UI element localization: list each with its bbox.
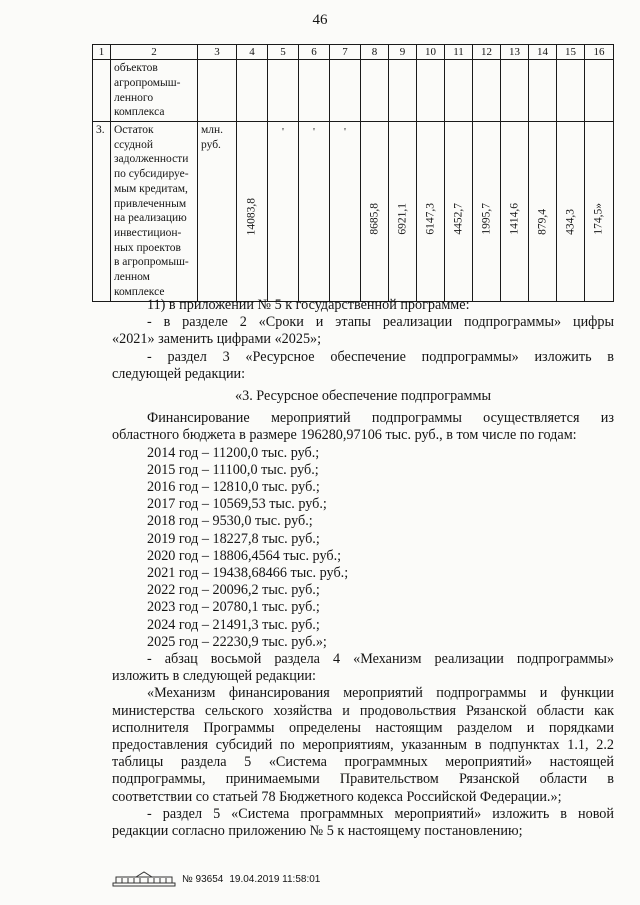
para-mechanism-line: «Механизм финансирования мероприятий подпрограммы и функции [147, 685, 614, 702]
item-11: 11) в приложении № 5 к государственной программе: [147, 297, 470, 313]
year-line: 2017 год – 10569,53 тыс. руб.; [147, 496, 327, 513]
value-cell-col15: 434,3 [557, 121, 585, 301]
page-number: 46 [312, 12, 328, 28]
row-number: 3. [93, 121, 111, 301]
para-section4-line1: - абзац восьмой раздела 4 «Механизм реализации подпрограммы» [147, 651, 614, 668]
year-line: 2018 год – 9530,0 тыс. руб.; [147, 513, 313, 530]
footer [112, 871, 320, 887]
table-row-3 [93, 121, 614, 301]
building-emblem-icon [112, 871, 176, 887]
value-cell-col4: 14083,8 [237, 121, 268, 301]
year-line: 2014 год – 11200,0 тыс. руб.; [147, 444, 320, 461]
para-section3-line2: следующей редакции: [112, 365, 246, 382]
year-line: 2021 год – 19438,68466 тыс. руб.; [147, 565, 349, 582]
value-cell-col10: 6147,3 [417, 121, 445, 301]
header-cell: 13 [501, 45, 529, 60]
value-cell-col8: 8685,8 [361, 121, 389, 301]
para-section5-line2: редакции согласно приложению № 5 к настоящему постановлению; [112, 823, 523, 840]
header-cell: 4 [237, 45, 268, 60]
header-cell: 7 [330, 45, 361, 60]
para-financing-line2: областного бюджета в размере 196280,97106 тыс. руб., в том числе по годам: [112, 427, 577, 444]
header-cell: 8 [361, 45, 389, 60]
header-cell: 10 [417, 45, 445, 60]
section-heading: «3. Ресурсное обеспечение подпрограммы [235, 388, 491, 405]
row-name-cell: Остаток ссудной задолженности по субсидируе- мым кредитам, привлеченным на реализацию инвестицион- ных проектов в агропромыш- ленном комплексе [111, 121, 198, 301]
para-mechanism-line: предоставления субсидий по мероприятиям, указанным в подпунктах 1.1, 2.2 [112, 737, 614, 754]
year-line: 2024 год – 21491,3 тыс. руб.; [147, 616, 320, 633]
document-body [112, 297, 614, 840]
table-header-row [93, 45, 614, 60]
value-cell-col5: ' [268, 121, 299, 301]
value-cell-col11: 4452,7 [445, 121, 473, 301]
header-cell: 9 [389, 45, 417, 60]
row-name-cell: объектов агропромыш- ленного комплекса [111, 60, 198, 122]
value-cell-col16: 174,5» [585, 121, 614, 301]
document-datetime: 19.04.2019 11:58:01 [229, 873, 321, 885]
para-financing-line1: Финансирование мероприятий подпрограммы осуществляется из [147, 410, 614, 427]
header-cell: 11 [445, 45, 473, 60]
header-cell: 6 [299, 45, 330, 60]
para-section4-line2: изложить в следующей редакции: [112, 668, 316, 685]
header-cell: 14 [529, 45, 557, 60]
para-mechanism-line: министерства сельского хозяйства и продовольствия Рязанской области как [112, 702, 614, 719]
year-line: 2023 год – 20780,1 тыс. руб.; [147, 599, 320, 616]
para-mechanism-line: таблицы раздела 5 «Система программных мероприятий» настоящей [112, 754, 614, 771]
year-line: 2019 год – 18227,8 тыс. руб.; [147, 530, 320, 547]
header-cell: 1 [93, 45, 111, 60]
para-section2-line2: «2021» заменить цифрами «2025»; [112, 331, 322, 348]
para-mechanism-line: соответствии со статьей 78 Бюджетного кодекса Российской Федерации.»; [112, 788, 562, 805]
data-table [92, 44, 614, 302]
value-cell-col13: 1414,6 [501, 121, 529, 301]
year-line: 2016 год – 12810,0 тыс. руб.; [147, 479, 320, 496]
para-mechanism-line: исполнителя Программы определены настоящим разделом и порядками [112, 719, 614, 736]
para-section2-line1: - в разделе 2 «Сроки и этапы реализации подпрограммы» цифры [147, 314, 614, 331]
para-section3-line1: - раздел 3 «Ресурсное обеспечение подпрограммы» изложить в [147, 348, 614, 365]
unit-cell: млн. руб. [198, 121, 237, 301]
value-cell-col6: ' [299, 121, 330, 301]
para-section5-line1: - раздел 5 «Система программных мероприятий» изложить в новой [147, 805, 614, 822]
para-mechanism-line: подпрограммы, принимаемыми Правительством Рязанской области в [112, 771, 614, 788]
header-cell: 2 [111, 45, 198, 60]
header-cell: 12 [473, 45, 501, 60]
table-row-continued [93, 60, 614, 122]
value-cell-col7: ' [330, 121, 361, 301]
value-cell-col12: 1995,7 [473, 121, 501, 301]
header-cell: 5 [268, 45, 299, 60]
value-cell-col14: 879,4 [529, 121, 557, 301]
header-cell: 3 [198, 45, 237, 60]
year-line: 2025 год – 22230,9 тыс. руб.»; [147, 633, 327, 650]
header-cell: 15 [557, 45, 585, 60]
document-number: № 93654 [182, 873, 224, 885]
header-cell: 16 [585, 45, 614, 60]
year-line: 2020 год – 18806,4564 тыс. руб.; [147, 547, 342, 564]
value-cell-col9: 6921,1 [389, 121, 417, 301]
year-line: 2015 год – 11100,0 тыс. руб.; [147, 461, 319, 478]
year-line: 2022 год – 20096,2 тыс. руб.; [147, 582, 320, 599]
